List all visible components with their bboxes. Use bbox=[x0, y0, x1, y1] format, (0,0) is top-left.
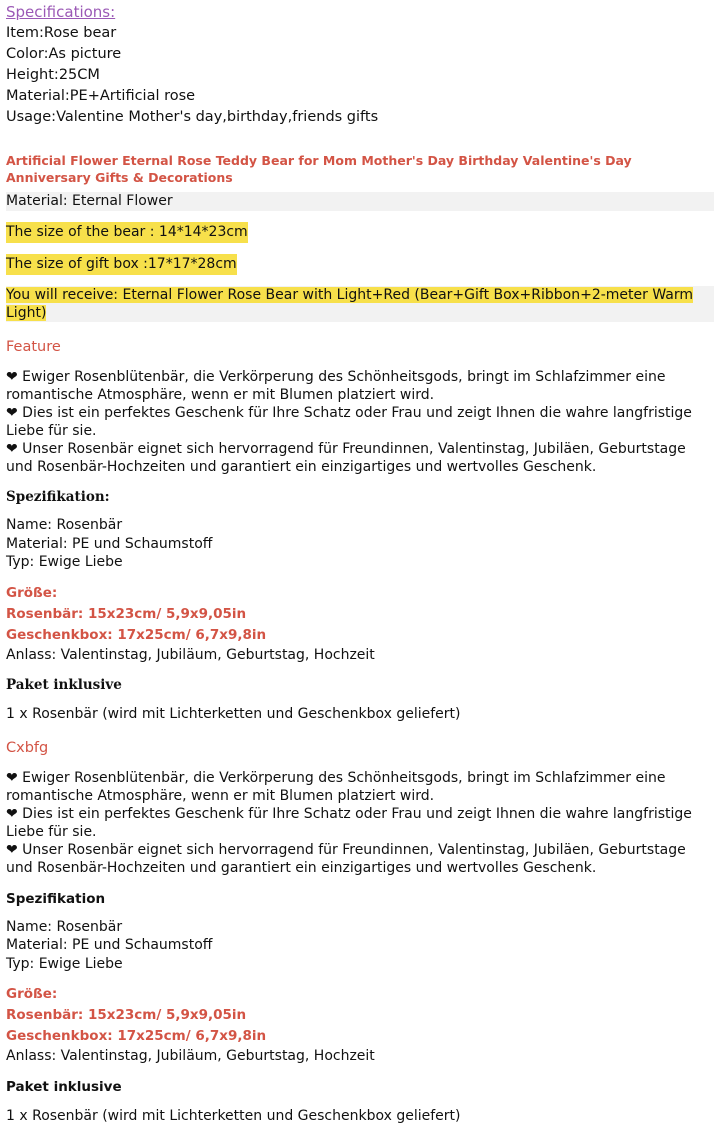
cxbfg-size-box: Geschenkbox: 17x25cm/ 6,7x9,8in bbox=[6, 1028, 267, 1044]
feature-heading: Feature bbox=[6, 339, 61, 355]
bear-size-row bbox=[6, 222, 716, 243]
spec-material: Material:PE+Artificial rose bbox=[6, 88, 196, 104]
spec-height: Height:25CM bbox=[6, 67, 100, 83]
receive-highlight: You will receive: Eternal Flower Rose Bear with Light+Red (Bear+Gift Box+Ribbon+2-meter Warm Light) bbox=[6, 287, 694, 321]
feature-bullets bbox=[6, 368, 716, 476]
cxbfg-spec-type: Typ: Ewige Liebe bbox=[6, 955, 123, 972]
feature-package-heading: Paket inklusive bbox=[6, 676, 122, 693]
box-size-row bbox=[6, 254, 716, 275]
feature-spec-heading: Spezifikation: bbox=[6, 489, 110, 505]
cxbfg-occasion: Anlass: Valentinstag, Jubiläum, Geburtstag, Hochzeit bbox=[6, 1048, 375, 1064]
feature-spec-type: Typ: Ewige Liebe bbox=[6, 554, 123, 570]
cxbfg-size-bear: Rosenbär: 15x23cm/ 5,9x9,05in bbox=[6, 1007, 247, 1023]
feature-bullet: ❤ Ewiger Rosenblütenbär, die Verkörperung des Schönheitsgods, bringt im Schlafzimmer eine romantische Atmosphäre, wenn er mit Blumen platziert wird. bbox=[6, 369, 666, 403]
cxbfg-package-line: 1 x Rosenbär (wird mit Lichterketten und Geschenkbox geliefert) bbox=[6, 1108, 461, 1124]
specifications-link[interactable]: Specifications: bbox=[6, 3, 116, 21]
spec-item: Item:Rose bear bbox=[6, 25, 117, 41]
specifications-list bbox=[6, 23, 716, 128]
cxbfg-spec-list bbox=[6, 918, 716, 974]
cxbfg-package-heading: Paket inklusive bbox=[6, 1079, 122, 1095]
cxbfg-spec-heading: Spezifikation bbox=[6, 890, 106, 907]
material-row: Material: Eternal Flower bbox=[6, 192, 714, 211]
cxbfg-bullet: ❤ Ewiger Rosenblütenbär, die Verkörperung des Schönheitsgods, bringt im Schlafzimmer eine romantische Atmosphäre, wenn er mit Blumen platziert wird. bbox=[6, 769, 666, 804]
bear-size-highlight: The size of the bear : 14*14*23cm bbox=[6, 222, 248, 243]
product-description bbox=[6, 3, 716, 1125]
feature-spec-list bbox=[6, 516, 716, 572]
feature-size-list bbox=[6, 583, 716, 646]
cxbfg-spec-material: Material: PE und Schaumstoff bbox=[6, 937, 213, 953]
receive-row bbox=[6, 286, 714, 322]
feature-bullet: ❤ Unser Rosenbär eignet sich hervorragend für Freundinnen, Valentinstag, Jubiläen, Geburtstage und Rosenbär-Hochzeiten und garantiert ein einzigartiges und wertvolles Geschenk. bbox=[6, 441, 686, 475]
cxbfg-bullets bbox=[6, 769, 716, 877]
feature-size-bear: Rosenbär: 15x23cm/ 5,9x9,05in bbox=[6, 605, 247, 622]
cxbfg-size-heading: Größe: bbox=[6, 986, 58, 1002]
feature-occasion: Anlass: Valentinstag, Jubiläum, Geburtstag, Hochzeit bbox=[6, 646, 375, 663]
cxbfg-size-list bbox=[6, 984, 716, 1047]
feature-package-line: 1 x Rosenbär (wird mit Lichterketten und Geschenkbox geliefert) bbox=[6, 705, 461, 722]
cxbfg-spec-name: Name: Rosenbär bbox=[6, 918, 123, 935]
feature-bullet: ❤ Dies ist ein perfektes Geschenk für Ihre Schatz oder Frau und zeigt Ihnen die wahre langfristige Liebe für sie. bbox=[6, 405, 692, 439]
cxbfg-heading: Cxbfg bbox=[6, 739, 49, 756]
feature-spec-material: Material: PE und Schaumstoff bbox=[6, 535, 213, 552]
feature-spec-name: Name: Rosenbär bbox=[6, 517, 123, 533]
cxbfg-bullet: ❤ Dies ist ein perfektes Geschenk für Ihre Schatz oder Frau und zeigt Ihnen die wahre langfristige Liebe für sie. bbox=[6, 805, 692, 840]
feature-size-box: Geschenkbox: 17x25cm/ 6,7x9,8in bbox=[6, 626, 267, 643]
cxbfg-bullet: ❤ Unser Rosenbär eignet sich hervorragend für Freundinnen, Valentinstag, Jubiläen, Geburtstage und Rosenbär-Hochzeiten und garantiert ein einzigartiges und wertvolles Geschenk. bbox=[6, 841, 686, 876]
product-title: Artificial Flower Eternal Rose Teddy Bear for Mom Mother's Day Birthday Valentine's Day Anniversary Gifts & Decorations bbox=[6, 153, 632, 185]
box-size-highlight: The size of gift box :17*17*28cm bbox=[6, 254, 237, 275]
feature-size-heading: Größe: bbox=[6, 584, 58, 601]
spec-color: Color:As picture bbox=[6, 46, 122, 62]
spec-usage: Usage:Valentine Mother's day,birthday,friends gifts bbox=[6, 109, 379, 125]
